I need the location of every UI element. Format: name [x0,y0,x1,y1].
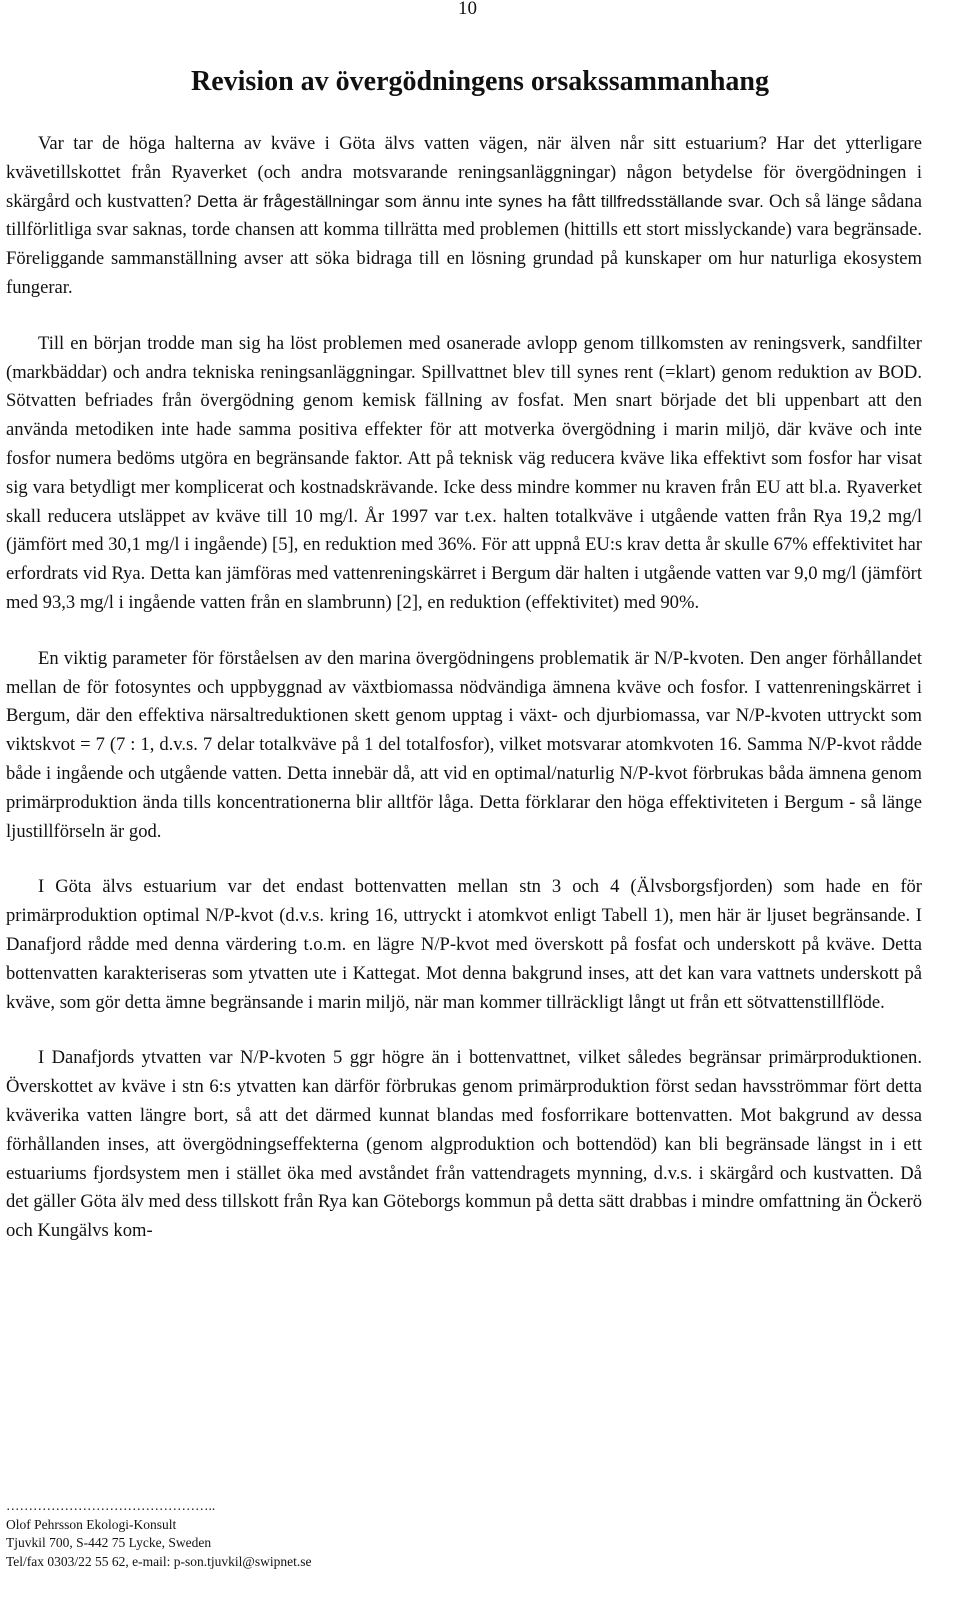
paragraph-treatment-history: Till en början trodde man sig ha löst problemen med osanerade avlopp genom tillkomsten av reningsverk, sandfilter (markbäddar) och andra tekniska reningsanläggningar. Spillvattnet blev till synes rent (=klart) genom reduktion av BOD. Sötvatten befriades från övergödning genom kemisk fällning av fosfat. Men snart började det bli uppenbart att den använda metodiken inte hade samma positiva effekter för att motverka övergödning i marin miljö, där kväve och inte fosfor numera bedöms utgöra en begränsande faktor. Att på teknisk väg reducera kväve lika effektivt som fosfor har visat sig vara betydligt mer komplicerat och kostnadskrävande. Icke dess mindre kommer nu kraven från EU att bl.a. Ryaverket skall reducera utsläppet av kväve till 10 mg/l. År 1997 var t.ex. halten totalkväve i utgående vatten från Rya 19,2 mg/l (jämfört med 30,1 mg/l i ingående) [5], en reduktion med 36%. För att uppnå EU:s krav detta år skulle 67% effektivitet har erfordrats vid Rya. Detta kan jämföras med vattenreningskärret i Bergum där halten i utgående vatten var 9,0 mg/l (jämfört med 93,3 mg/l i ingående vatten från en slambrunn) [2], en reduktion (effektivitet) med 90%. [6,332,922,613]
paragraph-estuarium: I Göta älvs estuarium var det endast bottenvatten mellan stn 3 och 4 (Älvsborgsfjorden) som hade en för primärproduktion optimal N/P-kvot (d.v.s. kring 16, uttryckt i atomkvot enligt Tabell 1), men här är ljuset begränsande. I Danafjord rådde med denna värdering t.o.m. en lägre N/P-kvot med överskott på fosfat och underskott på kväve. Detta bottenvatten karakteriseras som ytvatten ute i Kattegat. Mot denna bakgrund inses, att det kan vara vattnets underskott på kväve, som gör detta ämne begränsande i marin miljö, när man kommer tillräckligt långt ut från ett sötvattenstillflöde. [6,876,922,1013]
paragraph-intro [6,130,922,303]
paragraph-np-ratio: En viktig parameter för förståelsen av den marina övergödningens problematik är N/P-kvoten. Den anger förhållandet mellan de för fotosyntes och uppbyggnad av växtbiomassa nödvändiga ämnena kväve och fosfor. I vattenreningskärret i Bergum, där den effektiva närsaltreduktionen skett genom upptag i växt- och djurbiomassa, var N/P-kvoten uttryckt som viktskvot = 7 (7 : 1, d.v.s. 7 delar totalkväve på 1 del totalfosfor), vilket motsvarar atomkvoten 16. Samma N/P-kvot rådde både i ingående och utgående vatten. Detta innebär då, att vid en optimal/naturlig N/P-kvot förbrukas båda ämnena genom primärproduktion ända tills koncentrationerna blir alltför låga. Detta förklarar den höga effektiviteten i Bergum - så länge ljustillförseln är god. [6,647,922,842]
footer-contact: Tel/fax 0303/22 55 62, e-mail: p-son.tjuvkil@swipnet.se [6,1553,312,1569]
page-number: 10 [458,0,477,19]
footer-address: Tjuvkil 700, S-442 75 Lycke, Sweden [6,1535,212,1550]
intro-sentence-1: Var tar de höga halterna av kväve i Göta älvs vatten vägen, när älven når sitt estuarium? Har det ytterligare kvävetillskottet från Ryaverket (och andra motsvarande reningsanläggningar) någon betydelse för övergödningen i skärgård och kustvatten? [6,133,922,212]
document-body [6,130,922,1273]
paragraph-danafjord: I Danafjords ytvatten var N/P-kvoten 5 ggr högre än i bottenvattnet, vilket således begränsar primärproduktionen. Överskottet av kväve i stn 6:s ytvatten kan därför förbrukas genom primärproduktion först sedan havsströmmar fört detta kväverika vatten längre bort, så att det därmed kunnat blandas med fosforrikare bottenvatten. Mot bakgrund av dessa förhållanden inses, att övergödningseffekterna (genom algproduktion och bottendöd) kan bli begränsade längst in i ett estuariums fjordsystem men i stället öka med avståndet från vattendragets mynning, d.v.s. i skärgård och kustvatten. Då det gäller Göta älv med dess tillskott från Rya kan Göteborgs kommun på detta sätt drabbas i mindre omfattning än Öckerö och Kungälvs kom- [6,1047,922,1242]
intro-sentence-2: Detta är frågeställningar som ännu inte synes ha fått tillfredsställande svar. [191,191,764,211]
footer [6,1497,606,1571]
page-title: Revision av övergödningens orsakssammanhang [191,66,769,97]
intro-sentence-3: Och så länge sådana tillförlitliga svar saknas, torde chansen att komma tillrätta med problemen (hittills ett stort misslyckande) vara begränsade. [6,190,922,241]
footer-name: Olof Pehrsson Ekologi-Konsult [6,1516,177,1532]
footer-separator: ……………………………………….. [6,1498,216,1513]
intro-sentence-4: Föreliggande sammanställning avser att söka bidraga till en lösning grundad på kunskaper om hur naturliga ekosystem fungerar. [6,248,922,298]
